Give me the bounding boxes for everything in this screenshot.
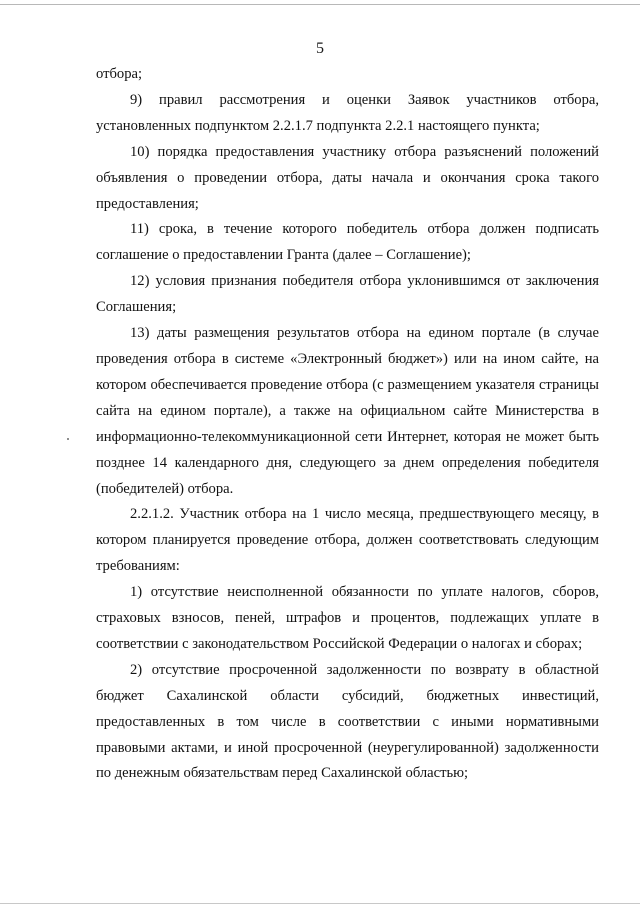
paragraph-requirement-2: 2) отсутствие просроченной задолженности по возврату в областной бюджет Сахалинской области субсидий, бюджетных инвестиций, предоставленных в том числе в соответствии с иными нормативными правовыми актами, и иной просроченной (неурегулированной) задолженности по денежным обязательствам перед Сахалинской областью; [96,661,599,782]
page-number: 5 [316,40,324,57]
scan-speck [67,438,69,440]
bottom-scan-edge [0,903,640,904]
paragraph-section-2-2-1-2: 2.2.1.2. Участник отбора на 1 число месяца, предшествующего месяцу, в котором планируется проведение отбора, должен соответствовать следующим требованиям: [96,506,599,575]
document-body [96,62,599,787]
paragraph-item-12: 12) условия признания победителя отбора уклонившимся от заключения Соглашения; [96,273,599,316]
paragraph-item-13: 13) даты размещения результатов отбора на едином портале (в случае проведения отбора в системе «Электронный бюджет») или на ином сайте, на котором обеспечивается проведение отбора (с размещением указателя страницы сайта на едином портале), а также на официальном сайте Министерства в информационно-телекоммуникационной сети Интернет, которая не может быть позднее 14 календарного дня, следующего за днем определения победителя (победителей) отбора. [96,325,599,497]
paragraph-item-11: 11) срока, в течение которого победитель отбора должен подписать соглашение о предоставлении Гранта (далее – Соглашение); [96,221,599,264]
paragraph-continuation: отбора; [96,66,143,82]
paragraph-item-9: 9) правил рассмотрения и оценки Заявок участников отбора, установленных подпунктом 2.2.1.7 подпункта 2.2.1 настоящего пункта; [96,91,599,134]
top-scan-edge [0,4,640,5]
paragraph-requirement-1: 1) отсутствие неисполненной обязанности по уплате налогов, сборов, страховых взносов, пеней, штрафов и процентов, подлежащих уплате в соответствии с законодательством Российской Федерации о налогах и сборах; [96,584,599,652]
paragraph-item-10: 10) порядка предоставления участнику отбора разъяснений положений объявления о проведении отбора, даты начала и окончания срока такого предоставления; [96,143,599,212]
